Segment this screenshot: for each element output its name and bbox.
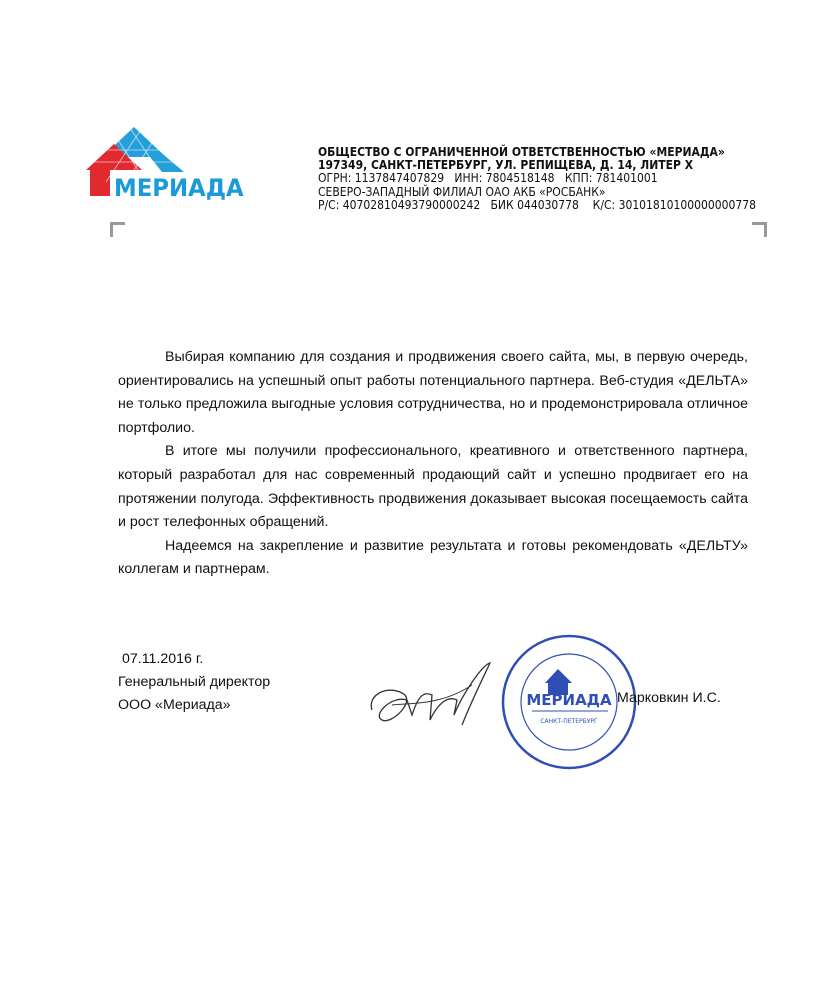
signature-block [118,648,270,717]
logo-text: МЕРИАДА [114,174,244,202]
position: Генеральный директор [118,674,271,690]
director-name: Марковкин И.С. [617,690,721,706]
handwritten-signature [362,655,498,741]
company-name: ООО «Мериада» [118,697,231,713]
corner-mark-left [110,222,125,237]
header-line: 197349, САНКТ-ПЕТЕРБУРГ, УЛ. РЕПИЩЕВА, Д. 14, ЛИТЕР Х [318,158,694,173]
paragraph: В итоге мы получили профессионального, креативного и ответственного партнера, который разработал для нас современный продающий сайт и успешно продвигает его на протяжении полугода. Эффективность продвижения доказывает высокая посещаемость сайта и рост телефонных обращений. [118,443,748,531]
stamp-text: МЕРИАДА [526,691,612,709]
corner-mark-right [752,222,767,237]
paragraph: Надеемся на закрепление и развитие результата и готовы рекомендовать «ДЕЛЬТУ» коллегам и партнерам. [118,537,748,578]
company-header [318,146,756,212]
date: 07.11.2016 г. [122,651,204,667]
paragraph: Выбирая компанию для создания и продвижения своего сайта, мы, в первую очередь, ориентировались на успешный опыт работы потенциального партнера. Веб-студия «ДЕЛЬТА» не только предложила выгодные условия сотрудничества, но и продемонстрировала отличное портфолио. [118,349,748,436]
header-line: ОГРН: 1137847407829 ИНН: 7804518148 КПП: 781401001 [318,171,658,186]
header-line: Р/С: 40702810493790000242 БИК 044030778 К/С: 30101810100000000778 [318,197,757,212]
header-line: СЕВЕРО-ЗАПАДНЫЙ ФИЛИАЛ ОАО АКБ «РОСБАНК» [318,184,606,199]
stamp-city: САНКТ-ПЕТЕРБУРГ [540,718,598,725]
letter-body [118,346,748,582]
header-line: ОБЩЕСТВО С ОГРАНИЧЕННОЙ ОТВЕТСТВЕННОСТЬЮ «МЕРИАДА» [318,145,725,159]
